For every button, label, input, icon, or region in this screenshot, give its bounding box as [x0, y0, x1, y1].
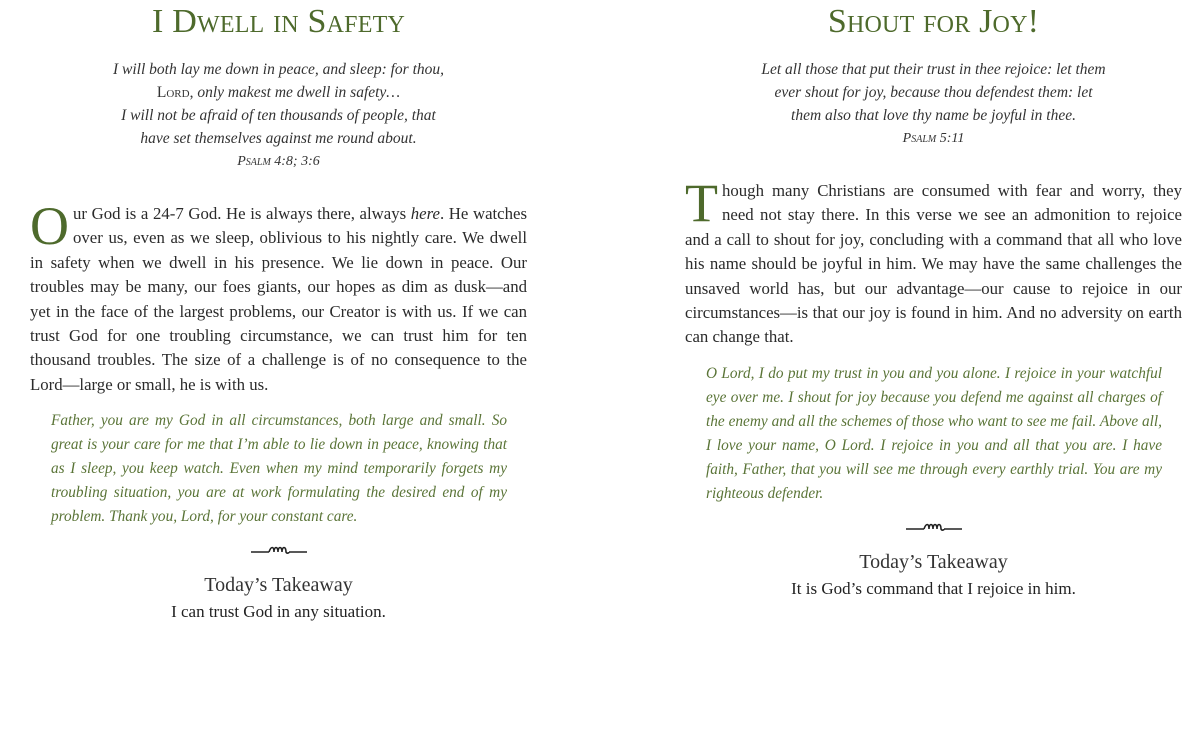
drop-cap: T: [685, 173, 718, 233]
scripture-verse: [749, 58, 1119, 149]
body-text: ur God is a 24-7 God. He is always there, always: [73, 204, 411, 223]
devotional-body: [30, 196, 527, 397]
takeaway-text: It is God’s command that I rejoice in him.: [791, 578, 1076, 598]
body-text-rest: . He watches over us, even as we sleep, oblivious to his nightly care. We dwell in safety when we dwell in his presence. We lie down in peace. Our troubles may be many, our foes giants, our hopes as dim as dusk—and yet in the face of the largest problems, our Creator is with us. If we can trust God for one troubling circumstance, we can trust him for ten thousand troubles. The size of a challenge is of no consequence to the Lord—large or small, he is with us.: [30, 204, 527, 394]
takeaway-heading: Today’s Takeaway: [204, 574, 353, 597]
devotional-body: [685, 173, 1182, 350]
verse-line: I will both lay me down in peace, and sleep: for thou,: [112, 61, 445, 78]
right-page: [685, 0, 1182, 602]
prayer-text: O Lord, I do put my trust in you and you alone. I rejoice in your watchful eye over me. I shout for joy because you defend me against all charges of the enemy and all the schemes of those who want to see me fail. Above all, I love your name, O Lord. I rejoice in you and all that you are. I have faith, Father, that you will see me through every earthly trial. You are my righteous defender.: [706, 364, 1162, 502]
body-emphasis: here: [410, 204, 440, 223]
verse-line-text: only makest me dwell in safety…: [197, 84, 401, 101]
verse-line: ever shout for joy, because thou defendest them: let: [774, 84, 1093, 101]
verse-line: them also that love thy name be joyful in thee.: [791, 107, 1076, 124]
verse-line: have set themselves against me round about.: [140, 130, 417, 147]
left-page: [30, 0, 527, 625]
drop-cap: O: [30, 196, 69, 256]
ornament-divider-icon: [30, 543, 527, 563]
takeaway-text: I can trust God in any situation.: [171, 602, 386, 622]
ornament-divider-icon: [685, 520, 1182, 540]
page-title: I Dwell in Safety: [152, 3, 405, 40]
verse-line: [99, 81, 459, 104]
body-text: hough many Christians are consumed with fear and worry, they need not stay there. In this verse we see an admonition to rejoice and a call to shout for joy, concluding with a command that all who love his name should be joyful in him. We may have the same challenges the unsaved world has, but our advantage—our cause to rejoice in our circumstances—is that our joy is found in him. And no adversity on earth can change that.: [685, 181, 1182, 347]
verse-reference: Psalm 4:8; 3:6: [237, 154, 320, 169]
page-title: Shout for Joy!: [827, 3, 1040, 40]
scripture-verse: [99, 58, 459, 172]
verse-line: Let all those that put their trust in thee rejoice: let them: [761, 61, 1106, 78]
verse-reference: Psalm 5:11: [902, 131, 965, 146]
takeaway-heading: Today’s Takeaway: [859, 550, 1008, 573]
prayer-text: Father, you are my God in all circumstances, both large and small. So great is your care for me that I’m able to lie down in peace, knowing that as I sleep, you keep watch. Even when my mind temporarily forgets my troubling situation, you are at work formulating the desired end of my problem. Thank you, Lord, for your constant care.: [51, 412, 507, 526]
verse-line: I will not be afraid of ten thousands of people, that: [121, 107, 436, 124]
verse-lord: Lord,: [156, 84, 194, 101]
